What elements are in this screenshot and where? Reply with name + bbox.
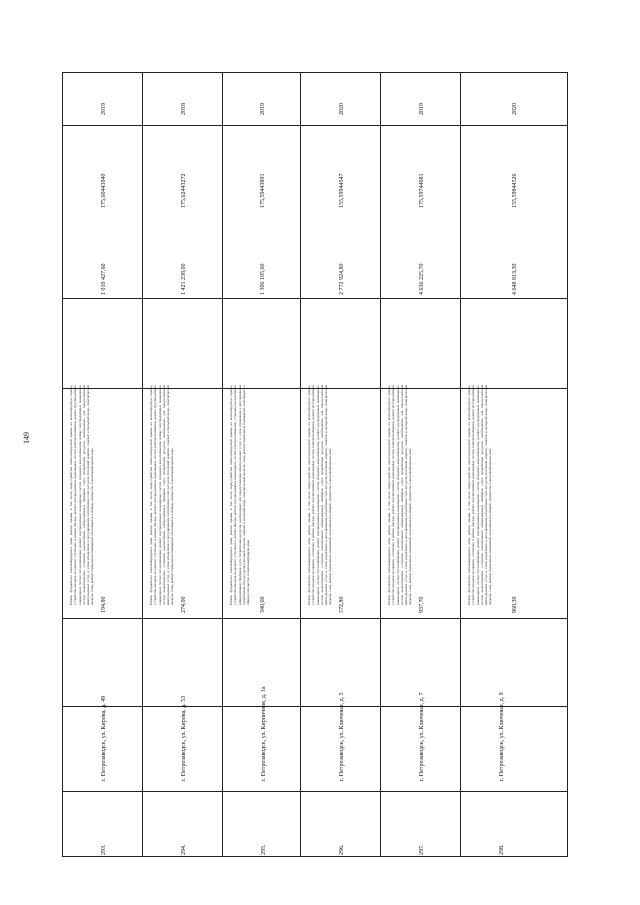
row-address: г. Петрозаводск, ул. Ключевая, д. 7 xyxy=(419,692,425,781)
table-row xyxy=(223,73,301,856)
row-address: г. Петрозаводск, ул. Кирова, д. 49 xyxy=(101,695,107,781)
row-rate: 175,59744681 xyxy=(419,173,425,208)
row-area: 274,00 xyxy=(181,596,187,613)
row-rate: 175,59443891 xyxy=(260,173,266,208)
row-rate: 175,62443272 xyxy=(181,173,187,208)
table-row xyxy=(381,73,461,856)
row-rate: 155,59944547 xyxy=(339,173,345,208)
row-address: г. Петрозаводск, ул. Кирова, д. 53 xyxy=(181,695,187,781)
row-year: 2019 xyxy=(260,103,266,115)
row-year: 2020 xyxy=(339,103,345,115)
row-year: 2018 xyxy=(181,103,187,115)
row-area: 340,60 xyxy=(260,596,266,613)
row-address: г. Петрозаводск, ул. Ключевая, д. 9 xyxy=(499,692,505,781)
row-cost: 2 772 924,80 xyxy=(339,263,345,295)
table-row xyxy=(143,73,223,856)
row-address: г. Петрозаводск, ул. Кирпичная, д. 1а xyxy=(261,686,267,781)
row-year: 2019 xyxy=(419,103,425,115)
row-number: 294. xyxy=(181,844,187,855)
row-area: 960,30 xyxy=(512,596,518,613)
row-number: 295. xyxy=(261,844,267,855)
row-area: 937,70 xyxy=(419,596,425,613)
row-year: 2020 xyxy=(512,103,518,115)
row-cost: 4 636 225,70 xyxy=(419,263,425,295)
row-area: 194,80 xyxy=(101,596,107,613)
row-area: 572,80 xyxy=(339,596,345,613)
row-number: 298. xyxy=(499,844,505,855)
row-works: Ремонт фундамента многоквартирного дома, ремонт крыши, в том числе переустройство невентилируемой крыши на вентилируемую крышу, устройство выходов на кровлю, утепление и ремонт фасада, ремонт внутридомовых инженерных систем электроснабжения, ремонт внутридомовых инженерных систем теплоснабжения, ремонт внутридомовых инженерных систем холодного водоснабжения, ремонт внутридомовых инженерных систем водоотведения, установка коллективных (общедомовых) приборов учета потребления ресурсов, необходимых для предоставления коммунальных услуг, и узлов управления и регулирования потребления этих ресурсов (тепловой энергии, горячей и холодной воды, электрической энергии, газа), ремонт подвальных помещений, относящихся к общему имуществу в многоквартирном доме xyxy=(467,385,493,605)
row-number: 296. xyxy=(339,844,345,855)
row-works: Ремонт фундамента многоквартирного дома, ремонт крыши, в том числе переустройство невентилируемой крыши на вентилируемую крышу, устройство выходов на кровлю, утепление и ремонт фасада, ремонт внутридомовых инженерных систем электроснабжения, ремонт внутридомовых инженерных систем теплоснабжения, ремонт внутридомовых инженерных систем холодного водоснабжения, ремонт внутридомовых инженерных систем водоотведения, установка коллективных (общедомовых) приборов учета потребления ресурсов, необходимых для предоставления коммунальных услуг, и узлов управления и регулирования потребления этих ресурсов (тепловой энергии, горячей и холодной воды, электрической энергии, газа), ремонт подвальных помещений, относящихся к общему имуществу в многоквартирном доме xyxy=(69,385,95,605)
row-works: Ремонт фундамента многоквартирного дома, ремонт крыши, в том числе переустройство невентилируемой крыши на вентилируемую крышу, устройство выходов на кровлю, утепление и ремонт фасада, ремонт внутридомовых инженерных систем электроснабжения, ремонт внутридомовых инженерных систем теплоснабжения, ремонт внутридомовых инженерных систем холодного водоснабжения, ремонт внутридомовых инженерных систем водоотведения, установка коллективных (общедомовых) приборов учета потребления ресурсов, необходимых для предоставления коммунальных услуг, и узлов управления и регулирования потребления этих ресурсов (тепловой энергии, горячей и холодной воды, электрической энергии, газа), ремонт подвальных помещений, относящихся к общему имуществу в многоквартирном доме xyxy=(387,385,413,605)
table-row xyxy=(301,73,381,856)
row-cost: 1 010 427,60 xyxy=(101,263,107,295)
row-works: Ремонт фундамента многоквартирного дома, ремонт крыши, в том числе переустройство невентилируемой крыши на вентилируемую крышу, устройство выходов на кровлю, утепление и ремонт фасада, ремонт внутридомовых инженерных систем электроснабжения, ремонт внутридомовых инженерных систем теплоснабжения, ремонт внутридомовых инженерных систем холодного водоснабжения, ремонт внутридомовых инженерных систем водоотведения, установка коллективных (общедомовых) приборов учета потребления ресурсов, необходимых для предоставления коммунальных услуг, и узлов управления и регулирования потребления этих ресурсов (тепловой энергии, горячей и холодной воды, электрической энергии, газа), ремонт подвальных помещений, относящихся к общему имуществу в многоквартирном доме xyxy=(149,385,175,605)
row-works: Ремонт фундамента многоквартирного дома, ремонт крыши, в том числе переустройство невентилируемой крыши на вентилируемую крышу, устройство выходов на кровлю, утепление и ремонт фасада, ремонт внутридомовых инженерных систем электроснабжения, установка коллективных (общедомовых) приборов учета потребления ресурсов, необходимых для предоставления коммунальных услуг, и узлов управления и регулирования потребления этих ресурсов (тепловой энергии, горячей и холодной воды, электрической энергии, газа), ремонт подвальных помещений, относящихся к общему имуществу в многоквартирном доме xyxy=(229,385,251,605)
row-cost: 1 306 105,60 xyxy=(260,263,266,295)
row-rate: 175,60443940 xyxy=(101,173,107,208)
row-works: Ремонт фундамента многоквартирного дома, ремонт крыши, в том числе переустройство невентилируемой крыши на вентилируемую крышу, устройство выходов на кровлю, утепление и ремонт фасада, ремонт внутридомовых инженерных систем электроснабжения, ремонт внутридомовых инженерных систем теплоснабжения, ремонт внутридомовых инженерных систем холодного водоснабжения, ремонт внутридомовых инженерных систем водоотведения, установка коллективных (общедомовых) приборов учета потребления ресурсов, необходимых для предоставления коммунальных услуг, и узлов управления и регулирования потребления этих ресурсов (тепловой энергии, горячей и холодной воды, электрической энергии, газа), ремонт подвальных помещений, относящихся к общему имуществу в многоквартирном доме xyxy=(307,385,333,605)
row-rate: 155,59844526 xyxy=(512,173,518,208)
table-row xyxy=(461,73,567,856)
row-number: 297. xyxy=(419,844,425,855)
row-year: 2019 xyxy=(101,103,107,115)
row-cost: 4 648 813,30 xyxy=(512,263,518,295)
page-number: 149 xyxy=(22,432,31,444)
row-cost: 1 421 238,00 xyxy=(181,263,187,295)
table-row xyxy=(63,73,143,856)
works-table xyxy=(62,72,568,857)
row-address: г. Петрозаводск, ул. Ключевая, д. 5 xyxy=(339,692,345,781)
row-number: 293. xyxy=(101,844,107,855)
